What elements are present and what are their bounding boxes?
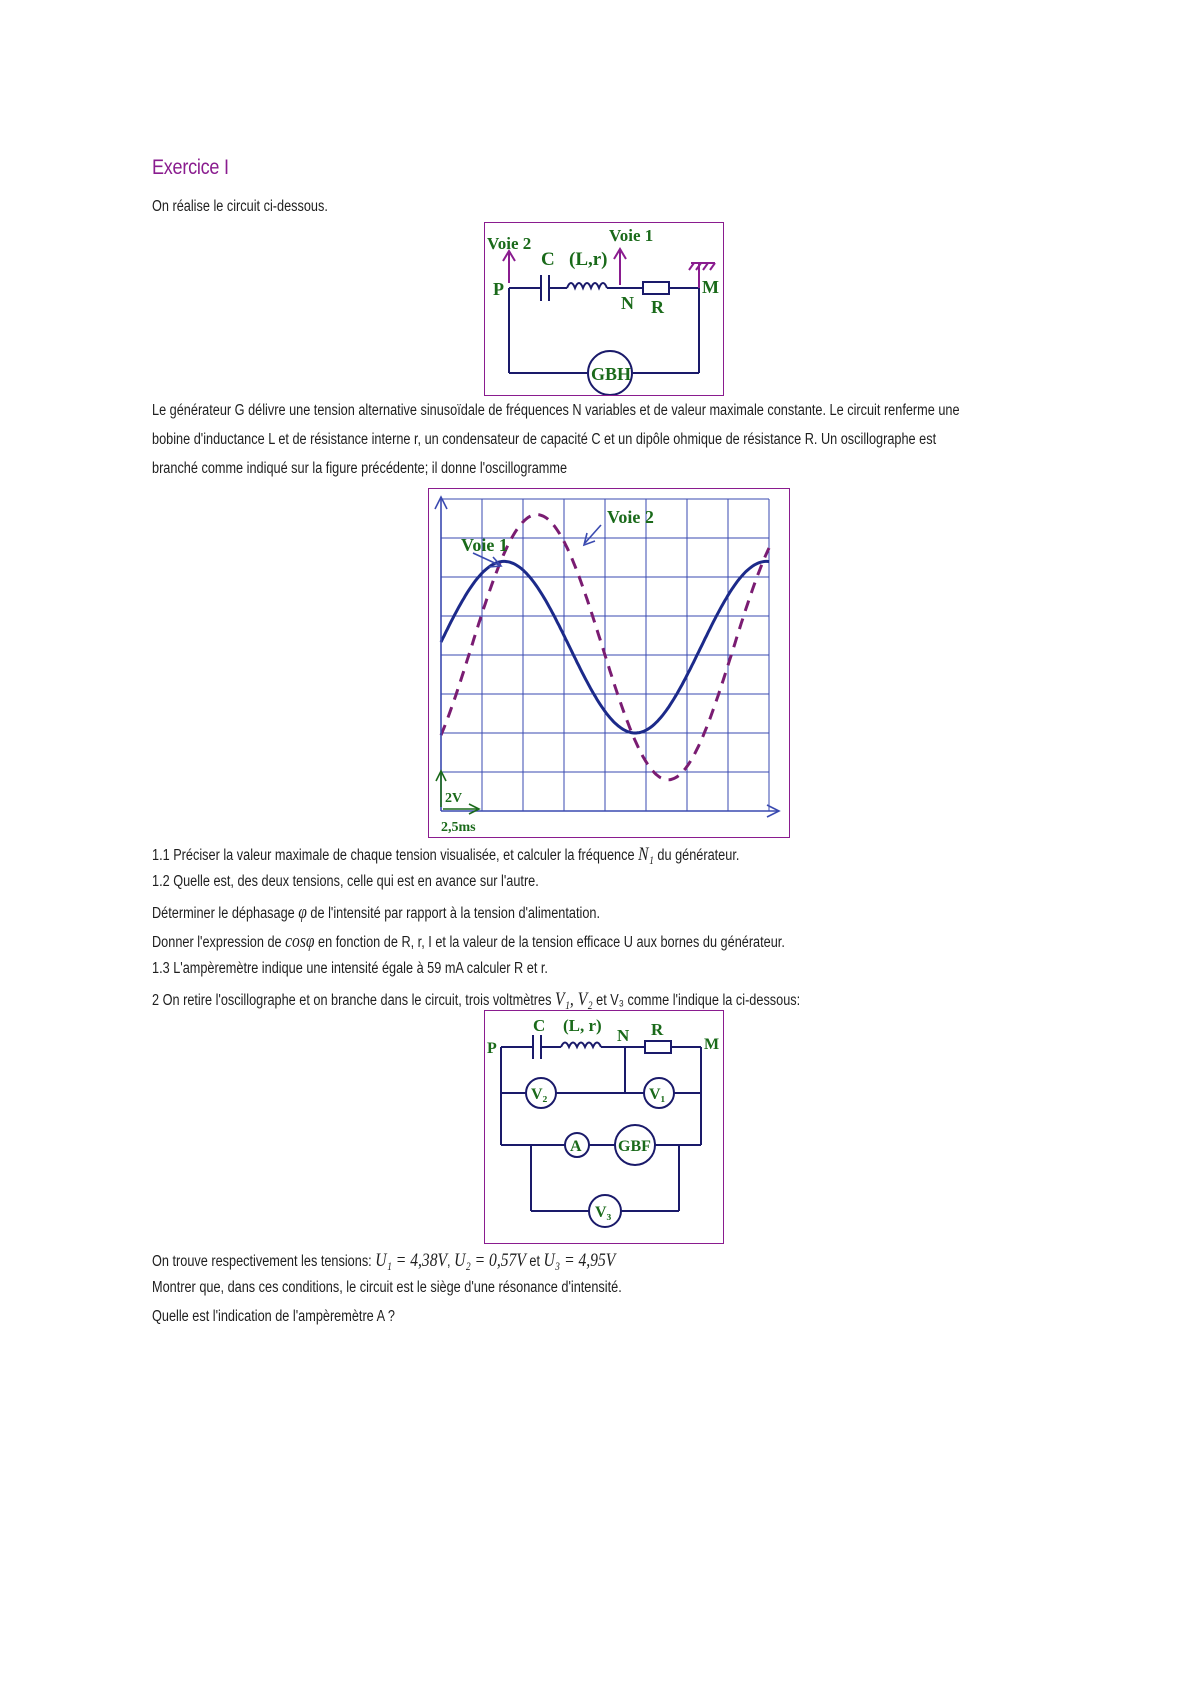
question-phase: Déterminer le déphasage φ de l'intensité par rapport à la tension d'alimentation. [152,902,601,923]
fig2-capacitor-label: C [533,1016,546,1035]
voie2-label: Voie 2 [487,234,532,253]
exercise-title: Exercice I [152,156,229,179]
question-cos: Donner l'expression de cosφ en fonction de R, r, I et la valeur de la tension efficace U aux bornes du générateur. [152,931,785,952]
generator-label: GBH [591,364,632,384]
resistor-label: R [651,297,664,317]
voie1-annotation: Voie 1 [461,535,508,555]
paragraph-line-3: branché comme indiqué sur la figure précédente; il donne l'oscillogramme [152,460,568,477]
voie1-label: Voie 1 [609,226,654,245]
final-question-2: Quelle est l'indication de l'ampèremètre A ? [152,1308,395,1325]
fig2-point-m-label: M [704,1036,720,1053]
paragraph-line-1: Le générateur G délivre une tension alternative sinusoïdale de fréquences N variables et de valeur maximale constante. Le circuit renferme une [152,402,960,419]
vertical-scale-label: 2V [445,791,463,806]
final-question-1: Montrer que, dans ces conditions, le circuit est le siège d'une résonance d'intensité. [152,1279,622,1296]
point-n-label: N [621,293,634,313]
oscillogram-figure [428,488,790,838]
question-1-3: 1.3 L'ampèremètre indique une intensité égale à 59 mA calculer R et r. [152,960,548,977]
voltmeter-v2-label: V₂ [531,1086,548,1103]
circuit-figure-2 [484,1010,724,1244]
voie2-annotation: Voie 2 [607,507,654,527]
oscillogram-chart [429,489,789,837]
paragraph-line-2: bobine d'inductance L et de résistance interne r, un condensateur de capacité C et un dipôle ohmique de résistance R. Un oscillographe est [152,431,937,448]
point-m-label: M [702,277,719,297]
voltmeter-v3-label: V₃ [595,1204,612,1221]
fig2-point-n-label: N [617,1026,630,1045]
capacitor-label: C [541,249,555,270]
question-2: 2 On retire l'oscillographe et on branche dans le circuit, trois voltmètres V₁, V₂ et V₃ comme l'indique la ci-dessous: [152,989,801,1010]
ammeter-label: A [570,1138,582,1155]
fig2-point-p-label: P [487,1040,497,1057]
fig2-resistor-label: R [651,1020,664,1039]
generator-gbf-label: GBF [618,1138,651,1155]
point-p-label: P [493,279,504,299]
horizontal-scale-label: 2,5ms [441,820,476,835]
voltmeter-v1-label: V₁ [649,1086,666,1103]
circuit-figure-1 [484,222,724,396]
fig2-coil-label: (L, r) [563,1016,602,1035]
tensions-line: On trouve respectivement les tensions: U₁ = 4,38V, U₂ = 0,57V et U₃ = 4,95V [152,1250,616,1271]
intro-text: On réalise le circuit ci-dessous. [152,198,328,215]
question-1-1: 1.1 Préciser la valeur maximale de chaque tension visualisée, et calculer la fréquence N₁ du générateur. [152,844,740,865]
coil-label: (L,r) [569,249,608,270]
question-1-2: 1.2 Quelle est, des deux tensions, celle qui est en avance sur l'autre. [152,873,539,890]
